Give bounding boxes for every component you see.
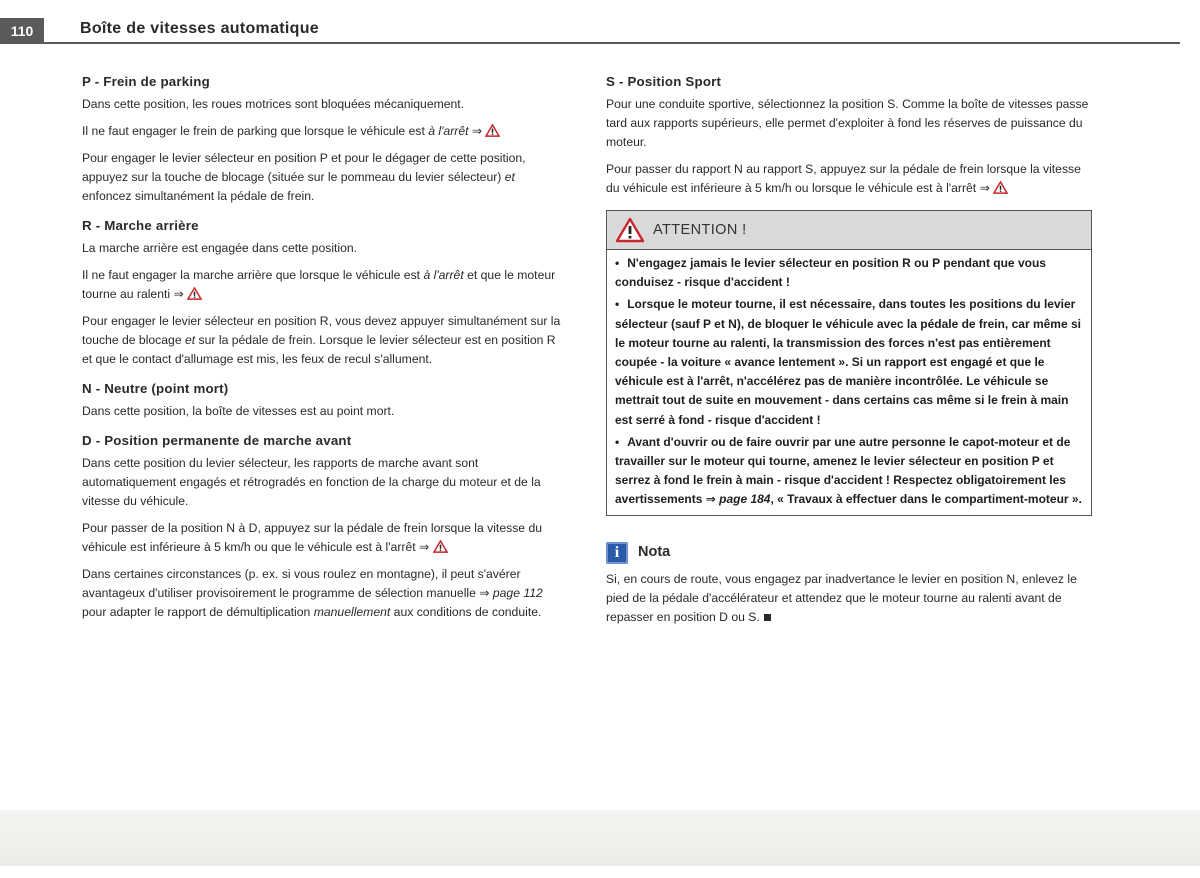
chapter-title: Boîte de vitesses automatique bbox=[80, 20, 319, 37]
attention-item: • Avant d'ouvrir ou de faire ouvrir par une autre personne le capot-moteur et de travailler sur le moteur qui tourne, amenez le levier sélecteur en position P et serrez à fond le frein à main - risque d'accident ! Respectez obligatoirement les avertissements ⇒ page 184, « Travaux à effectuer dans le compartiment-moteur ». bbox=[615, 434, 1082, 507]
paragraph: Pour une conduite sportive, sélectionnez la position S. Comme la boîte de vitesses passe tard aux rapports supérieurs, elle permet d'exploiter à fond les réserves de puissance du moteur. bbox=[606, 97, 1089, 149]
page-reference-link[interactable]: page 112 bbox=[492, 586, 543, 600]
info-icon: i bbox=[606, 542, 628, 564]
section-title: D - Position permanente de marche avant bbox=[82, 433, 352, 448]
page-header bbox=[0, 18, 1200, 44]
section-title: S - Position Sport bbox=[606, 74, 722, 89]
paragraph: Dans certaines circonstances (p. ex. si vous roulez en montagne), il peut s'avérer avantageux d'utiliser provisoirement le programme de sélection manuelle ⇒ page 112 pour adapter le rapport de démultiplication manuellement aux conditions de conduite. bbox=[82, 567, 543, 619]
nota-header bbox=[606, 538, 1092, 568]
warning-triangle-icon bbox=[433, 540, 448, 553]
header-rule bbox=[44, 42, 1180, 44]
page-number: 110 bbox=[0, 18, 44, 44]
section-title: P - Frein de parking bbox=[82, 74, 210, 89]
attention-item: • Lorsque le moteur tourne, il est nécessaire, dans toutes les positions du levier sélecteur (sauf P et N), de bloquer le véhicule avec la pédale de frein, car même si le moteur tourne au ralenti, la transmission des forces n'est pas entièrement coupée - la voiture « avance lentement ». Si un rapport est engagé et que le véhicule est à l'arrêt, n'accélérez pas de manière incontrôlée. Le véhicule se mettrait tout de suite en mouvement - dans certains cas même si le frein à main est serré à fond - risque d'accident ! bbox=[615, 297, 1081, 427]
paragraph: Pour passer de la position N à D, appuyez sur la pédale de frein lorsque la vitesse du véhicule est inférieure à 5 km/h ou que le véhicule est à l'arrêt ⇒ bbox=[82, 521, 543, 554]
section-title: R - Marche arrière bbox=[82, 218, 199, 233]
page-reference-link[interactable]: page 184 bbox=[719, 492, 771, 507]
end-of-section-icon bbox=[764, 614, 771, 621]
attention-box bbox=[606, 210, 1092, 516]
section-s bbox=[606, 72, 1092, 198]
warning-triangle-icon bbox=[485, 124, 500, 137]
nota-title: Nota bbox=[638, 544, 671, 561]
page-footer-band bbox=[0, 810, 1200, 866]
left-column bbox=[82, 72, 564, 632]
paragraph: Il ne faut engager le frein de parking que lorsque le véhicule est à l'arrêt ⇒ bbox=[82, 122, 564, 141]
section-d bbox=[82, 431, 564, 622]
attention-title: ATTENTION ! bbox=[653, 221, 747, 238]
warning-triangle-icon bbox=[187, 287, 202, 300]
paragraph: Dans cette position, la boîte de vitesses est au point mort. bbox=[82, 404, 395, 418]
attention-item: • N'engagez jamais le levier sélecteur en position R ou P pendant que vous conduisez - risque d'accident ! bbox=[615, 256, 1046, 290]
paragraph: Dans cette position, les roues motrices sont bloquées mécaniquement. bbox=[82, 97, 465, 111]
warning-triangle-icon bbox=[615, 217, 645, 243]
section-p bbox=[82, 72, 564, 206]
section-n bbox=[82, 379, 564, 421]
warning-triangle-icon bbox=[993, 181, 1008, 194]
paragraph: La marche arrière est engagée dans cette position. bbox=[82, 241, 358, 255]
paragraph: Dans cette position du levier sélecteur, les rapports de marche avant sont automatiquement engagés et rétrogradés en fonction de la charge du moteur et de la vitesse du véhicule. bbox=[82, 456, 541, 508]
paragraph: Pour engager le levier sélecteur en position P et pour le dégager de cette position, appuyez sur la touche de blocage (située sur le pommeau du levier sélecteur) et enfoncez simultanément la pédale de frein. bbox=[82, 151, 526, 203]
paragraph: Pour engager le levier sélecteur en position R, vous devez appuyer simultanément sur la touche de blocage et sur la pédale de frein. Lorsque le levier sélecteur est en position R et que le contact d'allumage est mis, les feux de recul s'allument. bbox=[82, 314, 561, 366]
paragraph: Si, en cours de route, vous engagez par inadvertance le levier en position N, enlevez le pied de la pédale d'accélérateur et attendez que le moteur tourne au ralenti avant de repasser en position D ou S. bbox=[606, 571, 1077, 624]
nota-section bbox=[606, 538, 1092, 627]
paragraph: Pour passer du rapport N au rapport S, appuyez sur la pédale de frein lorsque la vitesse du véhicule est inférieure à 5 km/h ou lorsque le véhicule est à l'arrêt ⇒ bbox=[606, 162, 1081, 195]
attention-body bbox=[607, 250, 1091, 515]
right-column bbox=[606, 72, 1092, 635]
section-r bbox=[82, 216, 564, 369]
section-title: N - Neutre (point mort) bbox=[82, 381, 229, 396]
paragraph: Il ne faut engager la marche arrière que lorsque le véhicule est à l'arrêt et que le moteur tourne au ralenti ⇒ bbox=[82, 268, 556, 301]
attention-header bbox=[607, 211, 1091, 250]
